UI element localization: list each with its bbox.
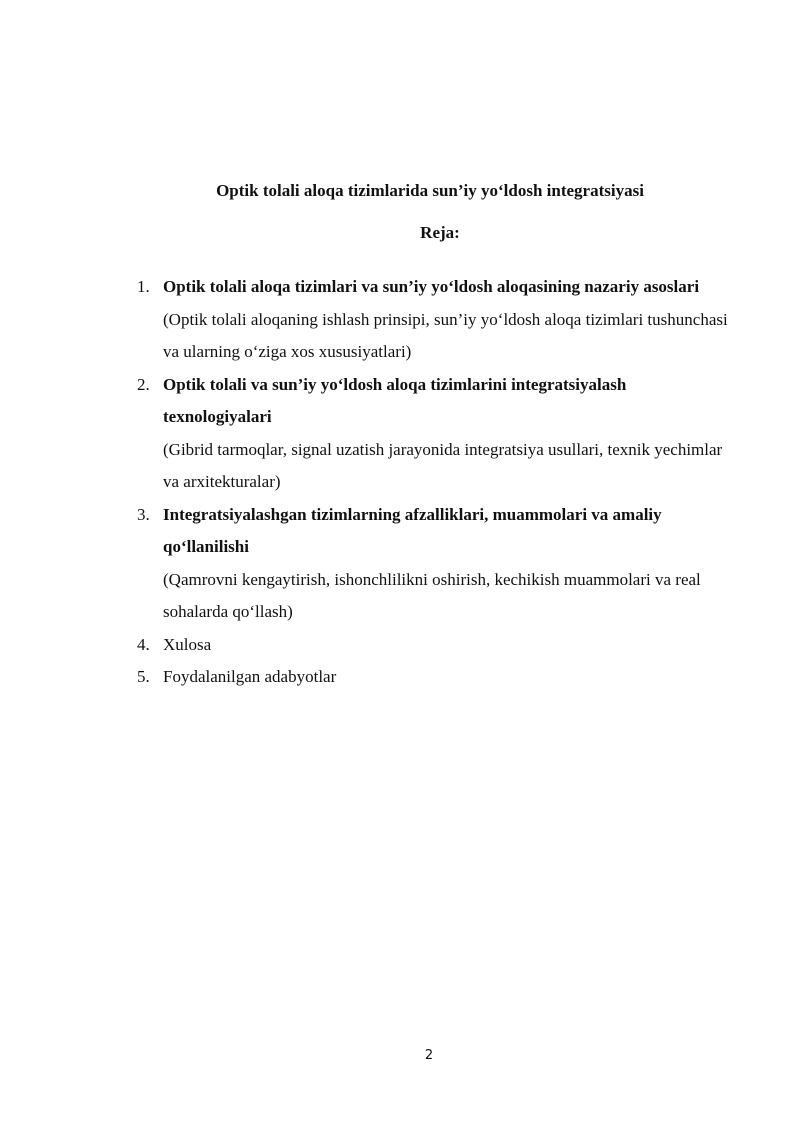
- plan-item-number: 5.: [137, 667, 150, 686]
- plan-item-description: (Optik tolali aloqaning ishlash prinsipi, sun’iy yo‘ldosh aloqa tizimlari tushunchasi va ularning o‘ziga xos xususiyatlari): [163, 309, 728, 361]
- plan-item-number: 4.: [137, 634, 150, 654]
- page-number: 2: [424, 1048, 434, 1063]
- plan-item-description: (Gibrid tarmoqlar, signal uzatish jarayonida integratsiya usullari, texnik yechimlar va arxitekturalar): [163, 439, 723, 491]
- plan-item-1: [137, 271, 737, 369]
- plan-list: [137, 271, 737, 694]
- plan-heading: Reja:: [420, 223, 460, 242]
- plan-item-text: Xulosa: [163, 634, 212, 654]
- plan-item-heading: Integratsiyalashgan tizimlarning afzalliklari, muammolari va amaliy qo‘llanilishi: [163, 504, 662, 556]
- plan-item-heading: Optik tolali va sun’iy yo‘ldosh aloqa tizimlarini integratsiyalash texnologiyalari: [163, 374, 627, 426]
- plan-item-4: [137, 629, 737, 662]
- plan-item-text: Foydalanilgan adabyotlar: [163, 667, 337, 686]
- plan-item-description: (Qamrovni kengaytirish, ishonchlilikni oshirish, kechikish muammolari va real sohalarda qo‘llash): [163, 569, 701, 621]
- plan-item-number: 1.: [137, 277, 150, 296]
- plan-item-5: [137, 661, 737, 694]
- plan-item-2: [137, 369, 737, 499]
- plan-item-number: 2.: [137, 374, 150, 394]
- plan-item-3: [137, 499, 737, 629]
- plan-item-heading: Optik tolali aloqa tizimlari va sun’iy yo‘ldosh aloqasining nazariy asoslari: [163, 277, 700, 296]
- plan-item-number: 3.: [137, 504, 150, 524]
- document-title: Optik tolali aloqa tizimlarida sun’iy yo‘ldosh integratsiyasi: [216, 181, 644, 200]
